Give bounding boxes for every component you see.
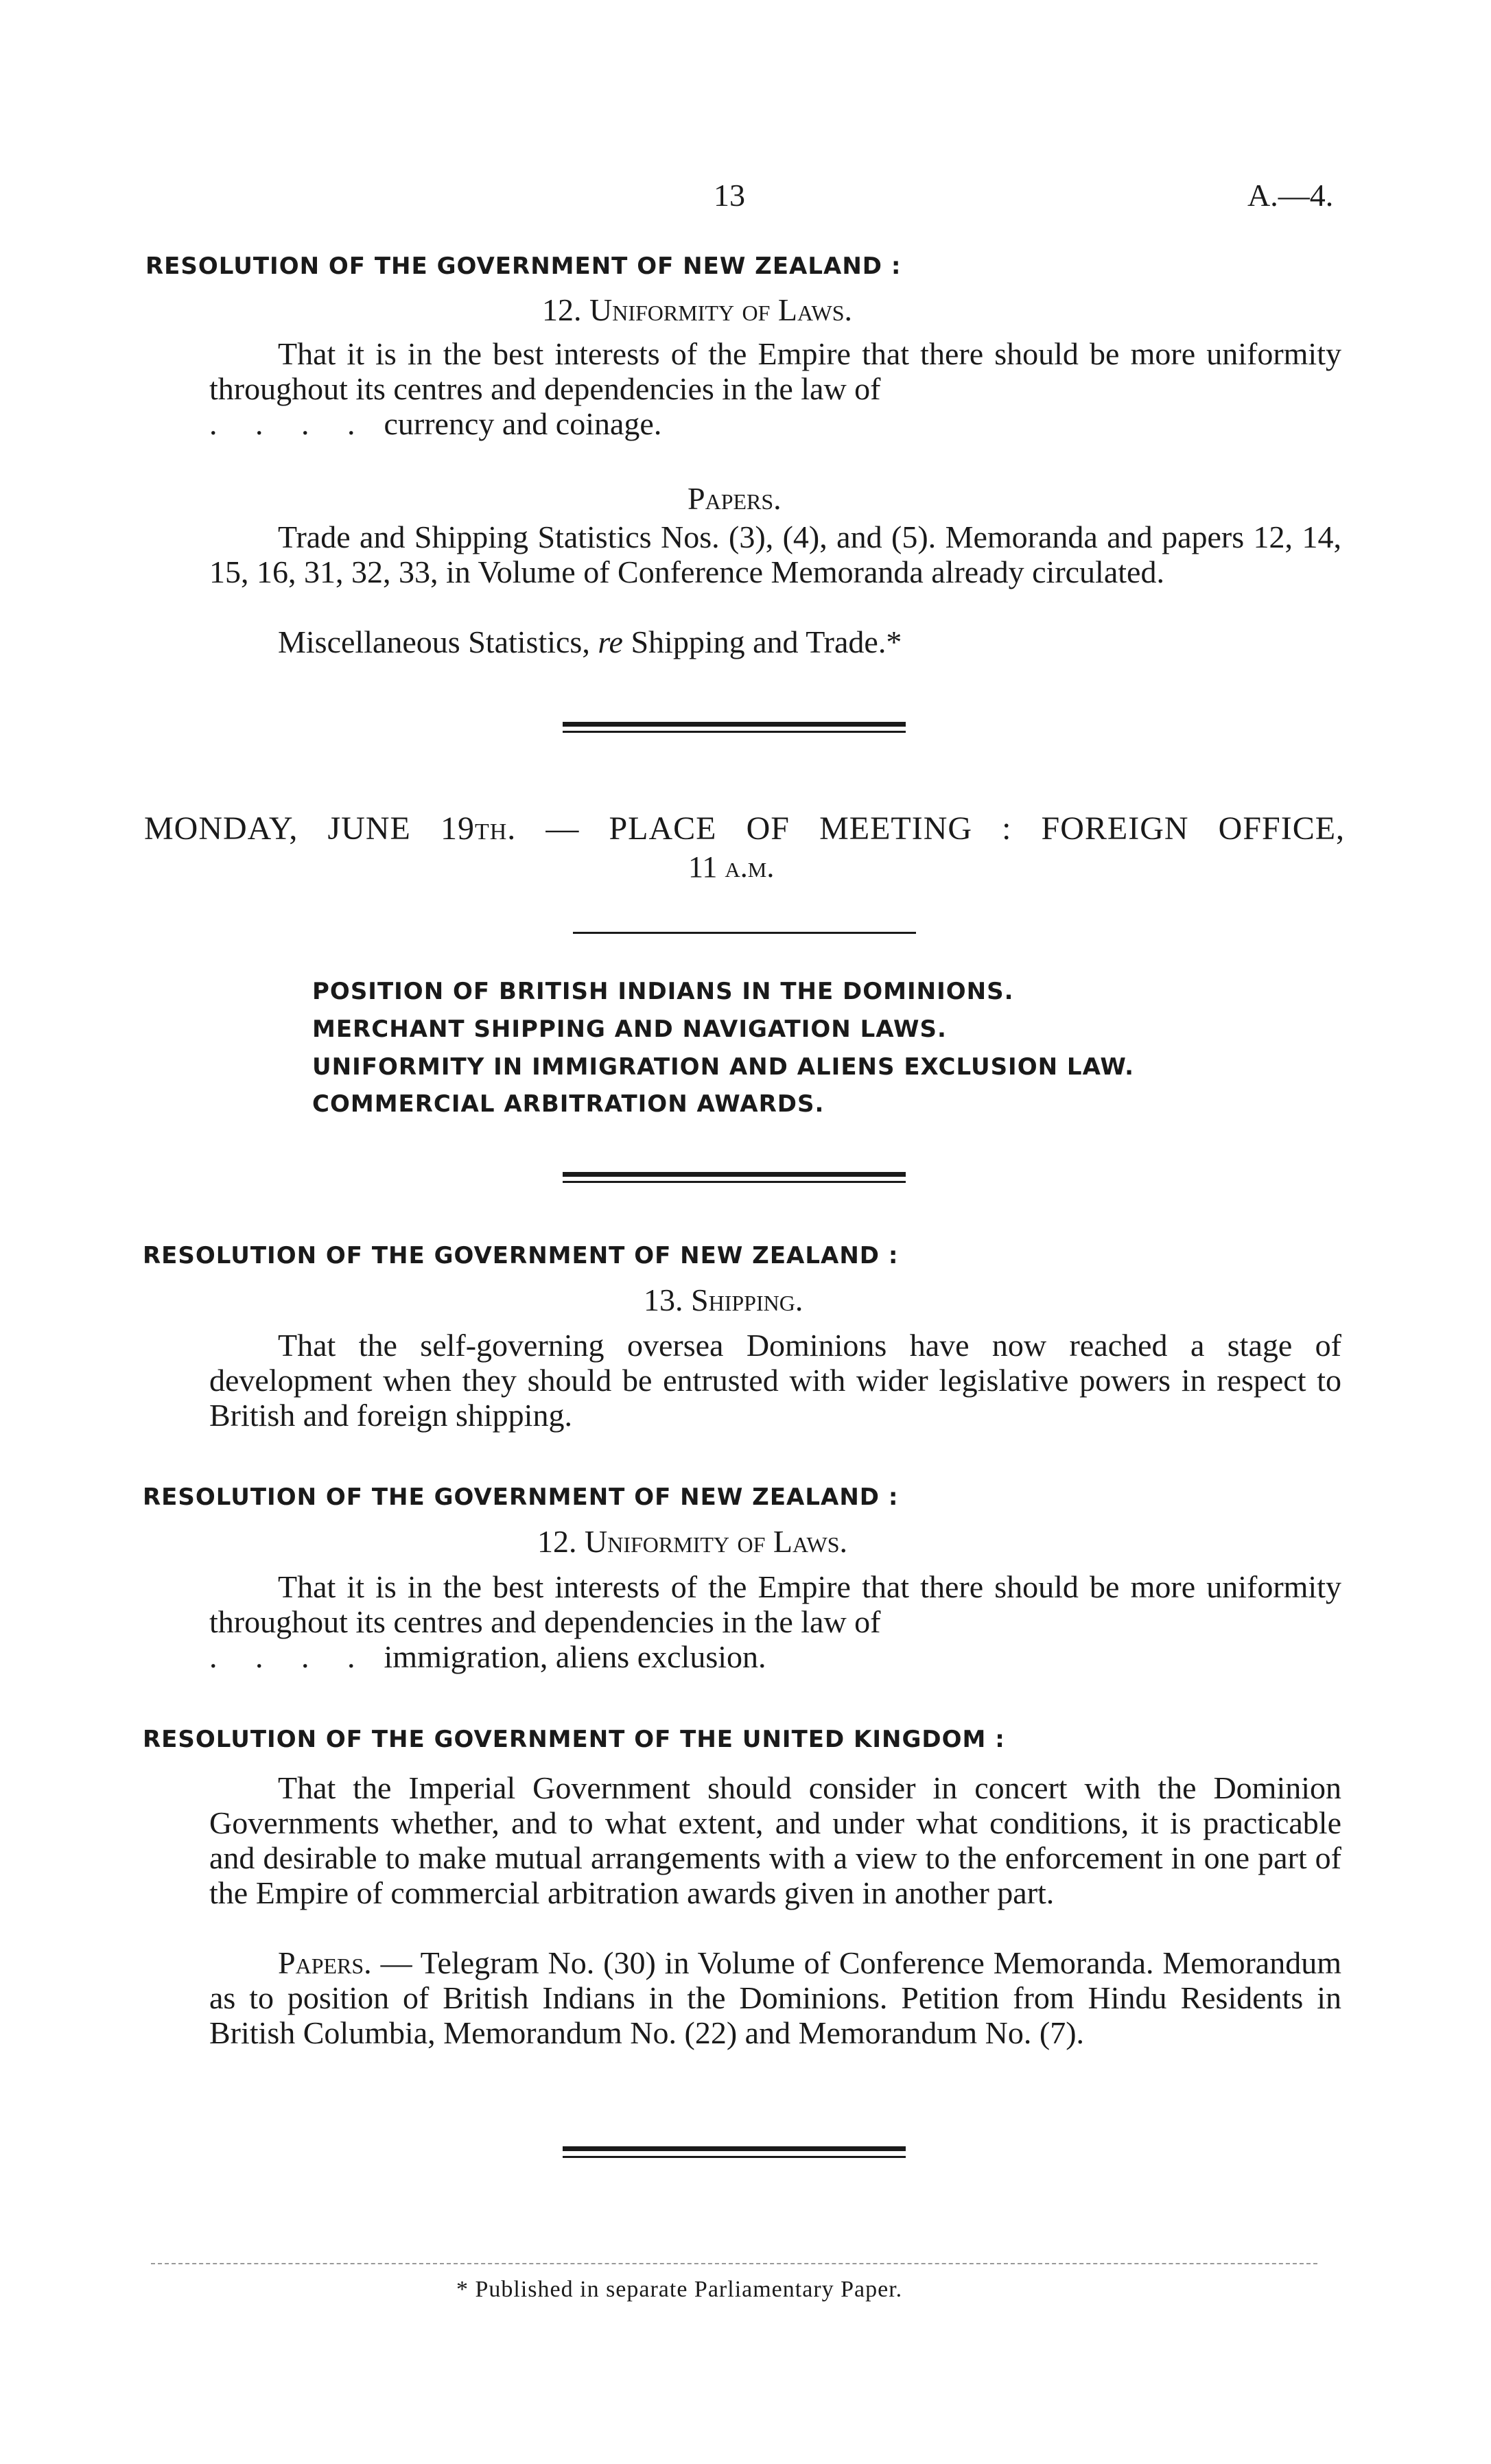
meeting-time: 11 a.m. — [688, 850, 775, 884]
section1-text-end: currency and coinage. — [384, 406, 662, 441]
section4-papers-label: Papers. — [278, 1945, 372, 1980]
section1-text-main: That it is in the best interests of the Empire that there should be more uniformity throughout its centres and dependencies in the law of — [209, 336, 1341, 406]
double-rule-2-thick — [563, 1172, 906, 1177]
topic-3: UNIFORMITY IN IMMIGRATION AND ALIENS EXCLUSION LAW. — [312, 1053, 1135, 1081]
papers1-misc-statistics — [278, 624, 902, 659]
double-rule-thin — [563, 731, 906, 733]
section1-resolution-text — [209, 336, 1341, 441]
section3-heading: RESOLUTION OF THE GOVERNMENT OF NEW ZEALAND : — [143, 1483, 899, 1511]
double-rule-thick — [563, 722, 906, 727]
meeting-line — [144, 810, 1345, 847]
section4-resolution-text: That the Imperial Government should consider in concert with the Dominion Governments whether, and to what extent, and under what conditions, it is practicable and desirable to make mutual arrangements with a view to the enforcement in one part of the Empire of commercial arbitration awards given in another part. — [209, 1770, 1341, 1910]
section1-subheading: 12. Uniformity of Laws. — [542, 292, 853, 327]
papers1-misc-pre: Miscellaneous Statistics, — [278, 624, 590, 659]
topic-4: COMMERCIAL ARBITRATION AWARDS. — [312, 1090, 825, 1118]
meeting-date-label: MONDAY, JUNE — [144, 810, 411, 847]
papers1-misc-re: re — [598, 624, 623, 659]
section3-resolution-text — [209, 1569, 1341, 1674]
double-rule-3-thin — [563, 2156, 906, 2158]
section4-papers — [209, 1945, 1341, 2050]
double-rule-3-thick — [563, 2146, 906, 2151]
meeting-day: 19th. — [440, 810, 517, 847]
meeting-place: — PLACE OF MEETING : FOREIGN OFFICE, — [545, 810, 1346, 847]
papers1-paragraph: Trade and Shipping Statistics Nos. (3), (4), and (5). Memoranda and papers 12, 14, 15, 16, 31, 32, 33, in Volume of Conference Memoranda already circulated. — [209, 519, 1341, 589]
section4-papers-text: — Telegram No. (30) in Volume of Conference Memoranda. Memorandum as to position of British Indians in the Dominions. Petition from Hindu Residents in British Columbia, Memorandum No. (22) and Memorandum No. (7). — [209, 1945, 1341, 2050]
section3-text-main: That it is in the best interests of the Empire that there should be more uniformity throughout its centres and dependencies in the law of — [209, 1569, 1341, 1639]
single-rule — [573, 932, 916, 934]
topic-2: MERCHANT SHIPPING AND NAVIGATION LAWS. — [312, 1016, 947, 1043]
section3-dots: . . . . — [209, 1639, 371, 1674]
section2-resolution-text: That the self-governing oversea Dominions have now reached a stage of development when they should be entrusted with wider legislative powers in respect to British and foreign shipping. — [209, 1328, 1341, 1433]
section4-heading: RESOLUTION OF THE GOVERNMENT OF THE UNITED KINGDOM : — [143, 1726, 1005, 1753]
papers1-title: Papers. — [688, 481, 782, 516]
footnote: * Published in separate Parliamentary Paper. — [456, 2277, 903, 2302]
topic-1: POSITION OF BRITISH INDIANS IN THE DOMINIONS. — [312, 978, 1014, 1005]
section2-heading: RESOLUTION OF THE GOVERNMENT OF NEW ZEALAND : — [143, 1242, 899, 1269]
section1-dots: . . . . — [209, 406, 371, 441]
page-number: 13 — [714, 178, 745, 213]
section1-heading: RESOLUTION OF THE GOVERNMENT OF NEW ZEALAND : — [145, 253, 902, 280]
document-reference: A.—4. — [1247, 178, 1334, 213]
section3-text-end: immigration, aliens exclusion. — [384, 1639, 766, 1674]
papers1-misc-post: Shipping and Trade.* — [631, 624, 902, 659]
section3-subheading: 12. Uniformity of Laws. — [537, 1524, 848, 1559]
double-rule-2-thin — [563, 1181, 906, 1183]
footnote-rule — [151, 2263, 1317, 2264]
section2-subheading: 13. Shipping. — [644, 1282, 803, 1317]
